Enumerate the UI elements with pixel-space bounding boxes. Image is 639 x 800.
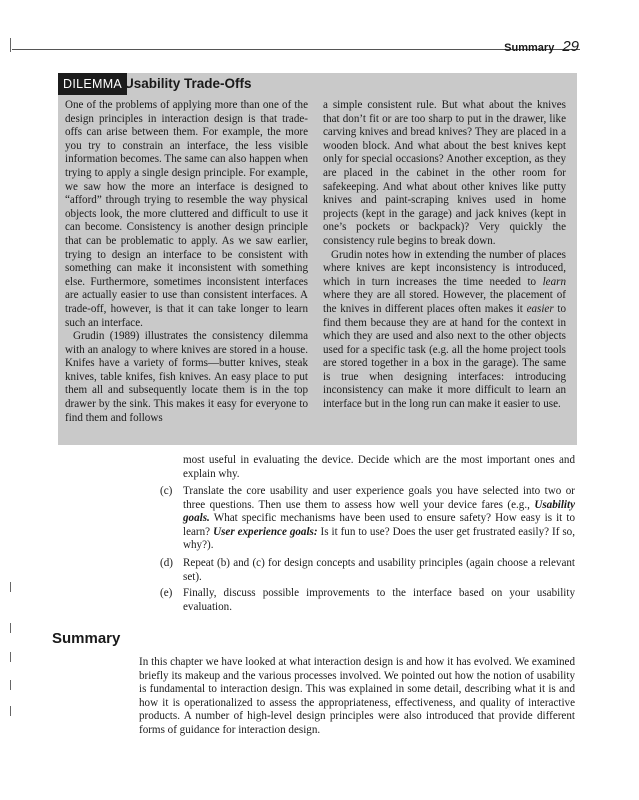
dilemma-title: Usability Trade-Offs bbox=[124, 76, 252, 91]
list-item-c bbox=[160, 485, 575, 553]
dilemma-column-left bbox=[65, 99, 308, 425]
emphasis: easier bbox=[526, 302, 554, 315]
list-item-text: Finally, discuss possible improvements to the interface based on your usability evaluation. bbox=[183, 587, 575, 613]
emphasis: learn bbox=[542, 275, 566, 288]
list-continuation: most useful in evaluating the device. Decide which are the most important ones and explain why. bbox=[183, 454, 575, 480]
summary-body: In this chapter we have looked at what interaction design is and how it has evolved. We examined briefly its makeup and the various processes involved. We pointed out how the notion of usability is fundamental to interaction design. This was explained in some detail, describing what it is and how it is operationalized to assess the appropriateness, effectiveness, and quality of interactive products. A number of high-level design principles were also introduced that provide different forms of guidance for interaction design. bbox=[139, 656, 575, 736]
page-number: 29 bbox=[562, 38, 579, 55]
dilemma-tag: DILEMMA bbox=[58, 73, 127, 95]
summary-heading: Summary bbox=[52, 630, 121, 647]
margin-mark bbox=[10, 706, 11, 716]
list-item-e bbox=[160, 587, 575, 614]
running-head bbox=[504, 38, 579, 55]
margin-mark bbox=[10, 652, 11, 662]
list-item-text: Translate the core usability and user experience goals you have selected into two or three questions. Then use them to assess how well your device fares (e.g., Usability goals. What specific mechanisms have been used to ensure safety? How easy is it to learn? User experience goals: Is it fun to use? Does the user get frustrated easily? If so, why?). bbox=[183, 485, 575, 552]
list-item-d bbox=[160, 557, 575, 584]
list-marker: (d) bbox=[160, 557, 173, 569]
margin-mark bbox=[10, 680, 11, 690]
emphasis: Usability goals. bbox=[183, 498, 575, 525]
dilemma-paragraph: Grudin (1989) illustrates the consistency dilemma with an analogy to where knives are stored in a house. Knifes have a variety of forms—butter knives, steak knives, table knifes, fish knives. An easy place to put them all and subsequently locate them is in the top drawer by the sink. This makes it easy for everyone to find them and follows bbox=[65, 330, 308, 424]
margin-mark bbox=[10, 582, 11, 592]
list-marker: (e) bbox=[160, 587, 173, 599]
dilemma-paragraph: Grudin notes how in extending the number of places where knives are kept inconsistency is introduced, which in turn increases the time needed to learn where they are all stored. However, the placement of the knives in different places often makes it easier to find them because they are at hand for the context in which they are used and also next to the other objects used for a specific task (e.g. all the home project tools are stored together in a box in the garage). The same is true when designing interfaces: introducing inconsistency can make it more difficult to learn an interface but in the long run can make it easier to use. bbox=[323, 248, 566, 411]
dilemma-column-right bbox=[323, 99, 566, 412]
list-item-text: Repeat (b) and (c) for design concepts and usability principles (again choose a relevant set). bbox=[183, 557, 575, 583]
header-rule bbox=[12, 49, 580, 50]
list-marker: (c) bbox=[160, 485, 173, 497]
margin-mark bbox=[10, 623, 11, 633]
emphasis: User experience goals: bbox=[213, 525, 318, 538]
dilemma-paragraph: a simple consistent rule. But what about the knives that don’t fit or are too sharp to put in the drawer, like carving knives and bread knives? They are placed in a wooden block. And what about the best knives kept only for special occasions? Another exception, as they are placed in the cabinet in the other room for safekeeping. And what about other knives like putty knives and paint-scraping knives used in home projects (kept in the garage) and jack knives (kept in one’s pockets or backpack)? Very quickly the consistency rule begins to break down. bbox=[323, 99, 566, 247]
dilemma-paragraph: One of the problems of applying more than one of the design principles in interaction design is that trade-offs can arise between them. For example, the more you try to constrain an interface, the less visible information becomes. The same can also happen when trying to apply a single design principle. For example, we saw how the more an interface is designed to “afford” through trying to resemble the way physical objects look, the more cluttered and difficult to use it can become. Consistency is another design principle that can be problematic to apply. As we saw earlier, trying to design an interface to be consistent with something can make it inconsistent with something else. Furthermore, sometimes inconsistent interfaces are actually easier to use than consistent interfaces. A trade-off, however, is that it can take longer to learn such an interface. bbox=[65, 99, 308, 329]
dilemma-box bbox=[58, 73, 577, 445]
running-head-section: Summary bbox=[504, 42, 555, 54]
margin-mark bbox=[10, 38, 11, 52]
